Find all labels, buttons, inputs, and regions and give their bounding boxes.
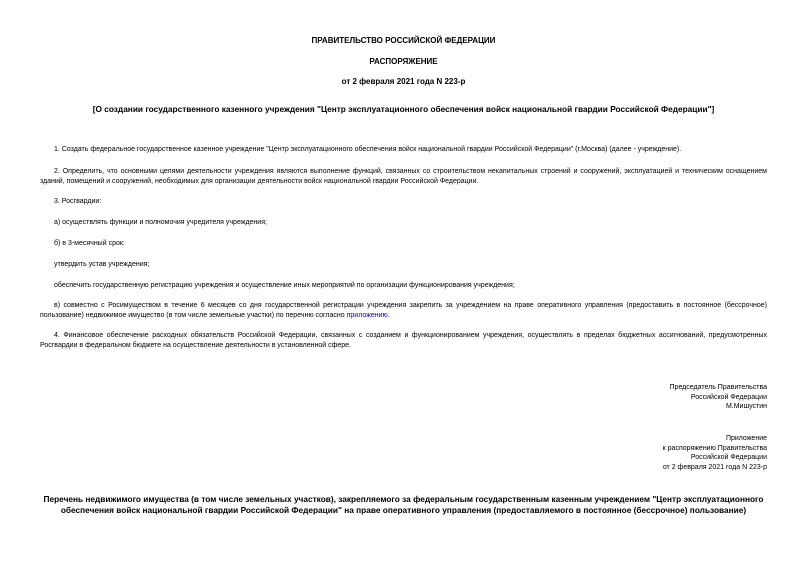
paragraph-3a: а) осуществлять функции и полномочия учредителя учреждения;	[54, 219, 267, 226]
appendix-line-4: от 2 февраля 2021 года N 223-р	[662, 463, 767, 471]
paragraph-3b-1: утвердить устав учреждения;	[54, 261, 150, 268]
signature-line-3: М.Мишустин	[725, 403, 767, 410]
paragraph-1: 1. Создать федеральное государственное казенное учреждение "Центр эксплуатационного обеспечения войск национальной гвардии Российской Федерации" (г.Москва) (далее - учреждение).	[54, 146, 682, 153]
signature-line-1: Председатель Правительства	[669, 384, 767, 391]
appendix-block	[663, 434, 767, 472]
appendix-link[interactable]: приложению	[346, 311, 388, 319]
date-number-heading: от 2 февраля 2021 года N 223-р	[341, 77, 466, 86]
signature-block	[670, 383, 767, 412]
appendix-line-2: к распоряжению Правительства	[662, 444, 767, 452]
paragraph-3c-end: .	[387, 311, 390, 319]
appendix-line-1: Приложение	[725, 435, 767, 442]
doc-type-heading: РАСПОРЯЖЕНИЕ	[369, 57, 438, 66]
signature-line-2: Российской Федерации	[690, 393, 767, 401]
paragraph-3: 3. Росгвардии:	[54, 198, 102, 205]
paragraph-2: 2. Определить, что основными целями деятельности учреждения являются выполнение функций, связанных со строительством некапитальных строений и сооружений, эксплуатацией и техническим оснащением зданий, помещений и сооружений, необходимых для организации деятельности войск национальной гвардии Российской Федерации.	[40, 168, 767, 185]
paragraph-3b: б) в 3-месячный срок:	[54, 240, 125, 247]
paragraph-3c	[40, 301, 767, 320]
paragraph-4: 4. Финансовое обеспечение расходных обязательств Российской Федерации, связанных с созданием и функционированием учреждения, осуществлять в пределах бюджетных ассигнований, предусмотренных Росгвардии в федеральном бюджете на осуществление деятельности в установленной сфере.	[40, 332, 767, 349]
org-heading: ПРАВИТЕЛЬСТВО РОССИЙСКОЙ ФЕДЕРАЦИИ	[311, 36, 496, 45]
paragraph-3c-text: в) совместно с Росимуществом в течение 6 месяцев со дня государственной регистрации учреждения закрепить за учреждением на праве оперативного управления (предоставить в постоянное (бессрочное) пользование) недвижимое имущество (в том числе земельные участки) по перечню согласно	[40, 302, 767, 319]
subject-heading: [О создании государственного казенного учреждения "Центр эксплуатационного обеспечения войск национальной гвардии Российской Федерации"]	[92, 104, 715, 114]
paragraph-3b-2: обеспечить государственную регистрацию учреждения и осуществление иных мероприятий по организации функционирования учреждения;	[54, 282, 515, 289]
appendix-line-3: Российской Федерации	[690, 454, 767, 461]
list-title: Перечень недвижимого имущества (в том числе земельных участков), закрепляемого за федеральным государственным казенным учреждением "Центр эксплуатационного обеспечения войск национальной гвардии Российской Федерации" на праве оперативного управления (предоставляемого в постоянное (бессрочное) пользование)	[43, 494, 764, 515]
